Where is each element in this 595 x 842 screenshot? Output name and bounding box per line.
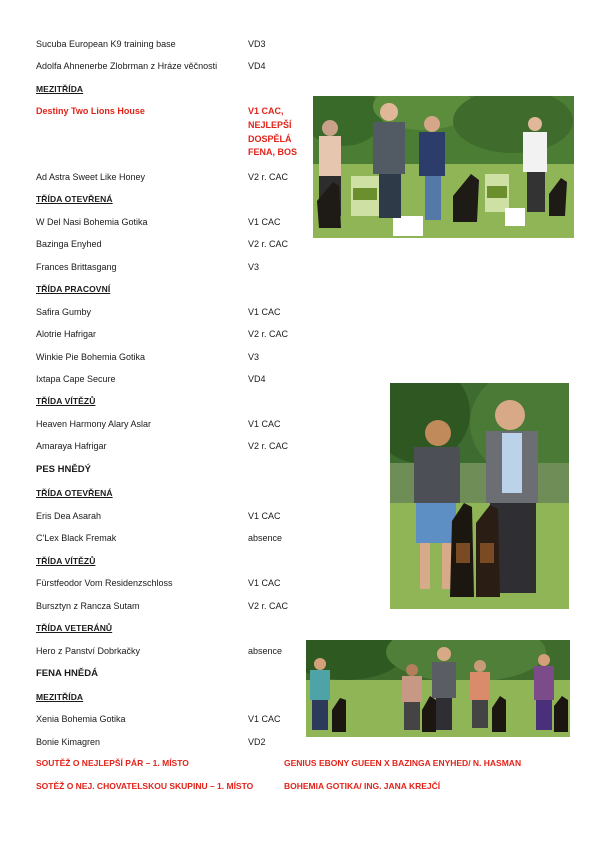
contest-group-winner: BOHEMIA GOTIKA/ ING. JANA KREJČÍ — [284, 781, 441, 791]
winner-result: V1 CAC, NEJLEPŠÍ DOSPĚLÁ FENA, BOS — [248, 106, 298, 158]
contest-pair-label: SOUTĚŽ O NEJLEPŠÍ PÁR – 1. MÍSTO — [36, 758, 189, 768]
section-title: FENA HNĚDÁ — [36, 668, 98, 679]
class-heading: TŘÍDA OTEVŘENÁ — [36, 194, 113, 204]
class-heading: TŘÍDA VÍTĚZŮ — [36, 396, 96, 406]
show-photo-two-dogs-handlers — [390, 383, 569, 609]
class-heading: MEZITŘÍDA — [36, 84, 84, 94]
section-title: PES HNĚDÝ — [36, 464, 91, 475]
class-heading: TŘÍDA VETERÁNŮ — [36, 623, 113, 633]
class-heading: TŘÍDA VÍTĚZŮ — [36, 556, 96, 566]
contest-pair-winner: GENIUS EBONY GUEEN X BAZINGA ENYHED/ N. HASMAN — [284, 758, 522, 768]
show-photo-dogs-podium — [313, 96, 574, 238]
class-heading: TŘÍDA OTEVŘENÁ — [36, 488, 113, 498]
contest-group-label: SOTĚŽ O NEJ. CHOVATELSKOU SKUPINU – 1. MÍSTO — [36, 781, 254, 791]
show-photo-breeder-group — [306, 640, 570, 737]
class-heading: TŘÍDA PRACOVNÍ — [36, 284, 111, 294]
class-heading: MEZITŘÍDA — [36, 692, 84, 702]
